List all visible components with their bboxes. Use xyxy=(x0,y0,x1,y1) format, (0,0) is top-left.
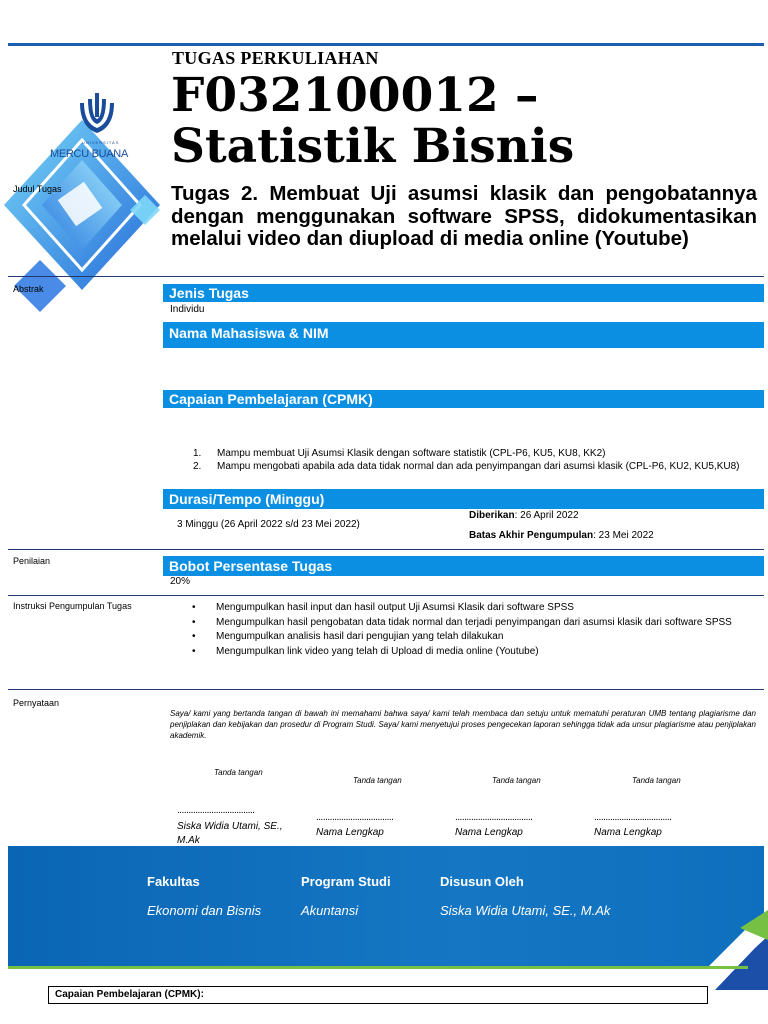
section-jenis-tugas: Jenis Tugas xyxy=(163,284,764,302)
list-item xyxy=(192,616,757,631)
diberikan-line xyxy=(469,510,579,521)
footer-band xyxy=(8,846,764,966)
task-title: Tugas 2. Membuat Uji asumsi klasik dan pengobatannya dengan menggunakan software SPSS, didokumentasikan melalui video dan diupload di media online (Youtube) xyxy=(171,182,757,250)
top-rule xyxy=(8,43,764,46)
signature-line: .................................. xyxy=(455,812,533,823)
batas-label: Batas Akhir Pengumpulan xyxy=(469,530,594,541)
list-item xyxy=(192,630,757,645)
footer-disusun-label: Disusun Oleh xyxy=(440,874,524,889)
list-text: Mampu mengobati apabila ada data tidak normal dan ada penyimpangan dari asumsi klasik (CPL-P6, KU2, KU5,KU8) xyxy=(217,461,740,472)
batas-line xyxy=(469,530,654,541)
bullet-icon: • xyxy=(192,645,196,657)
course-title: Statistik Bisnis xyxy=(171,119,575,174)
label-judul-tugas: Judul Tugas xyxy=(13,184,62,194)
instruction-list xyxy=(192,601,757,659)
label-instruksi: Instruksi Pengumpulan Tugas xyxy=(13,601,132,611)
list-item xyxy=(192,601,757,616)
signature-label: Tanda tangan xyxy=(214,768,263,777)
signature-name: Nama Lengkap xyxy=(594,827,662,838)
signature-label: Tanda tangan xyxy=(632,776,681,785)
divider xyxy=(8,276,764,277)
signature-label: Tanda tangan xyxy=(353,776,402,785)
footer-corner-graphic xyxy=(685,910,768,990)
list-text: Mengumpulkan link video yang telah di Upload di media online (Youtube) xyxy=(216,645,539,657)
list-text: Mampu membuat Uji Asumsi Klasik dengan software statistik (CPL-P6, KU5, KU8, KK2) xyxy=(217,448,606,459)
divider xyxy=(8,549,764,550)
signature-line: .................................. xyxy=(594,812,672,823)
section-nama-mahasiswa: Nama Mahasiswa & NIM xyxy=(163,322,764,348)
label-pernyataan: Pernyataan xyxy=(13,698,60,708)
footer-prodi-value: Akuntansi xyxy=(301,903,359,918)
divider xyxy=(8,689,764,690)
university-logo-icon xyxy=(76,93,118,139)
bottom-box-label: Capaian Pembelajaran (CPMK): xyxy=(55,989,204,1000)
course-type: TUGAS PERKULIAHAN xyxy=(172,48,379,68)
section-bobot: Bobot Persentase Tugas xyxy=(163,556,764,576)
footer-green-strip xyxy=(8,966,748,969)
jenis-tugas-value: Individu xyxy=(170,304,205,315)
signature-line: .................................. xyxy=(177,805,255,816)
divider xyxy=(8,595,764,596)
list-item xyxy=(193,460,757,473)
list-item xyxy=(193,447,757,460)
batas-value: : 23 Mei 2022 xyxy=(593,530,654,541)
list-text: Mengumpulkan hasil pengobatan data tidak normal dan terjadi penyimpangan dari asumsi klasik dari software SPSS xyxy=(216,616,732,628)
bullet-icon: • xyxy=(192,631,196,642)
footer-disusun-value: Siska Widia Utami, SE., M.Ak xyxy=(440,903,611,918)
signature-name: Nama Lengkap xyxy=(455,827,523,838)
bobot-value: 20% xyxy=(170,576,191,587)
bottom-box xyxy=(48,986,708,1004)
footer-fakultas-value: Ekonomi dan Bisnis xyxy=(147,903,262,918)
diberikan-label: Diberikan xyxy=(469,510,515,521)
bullet-icon: • xyxy=(192,602,196,613)
list-text: Mengumpulkan analisis hasil dari pengujian yang telah dilakukan xyxy=(216,631,504,642)
list-number: 2. xyxy=(193,461,202,472)
list-text: Mengumpulkan hasil input dan hasil output Uji Asumsi Klasik dari software SPSS xyxy=(216,602,574,613)
section-durasi: Durasi/Tempo (Minggu) xyxy=(163,489,764,509)
durasi-value: 3 Minggu (26 April 2022 s/d 23 Mei 2022) xyxy=(177,519,360,530)
footer-prodi-label: Program Studi xyxy=(301,874,391,889)
signature-line: .................................. xyxy=(316,812,394,823)
cpmk-list xyxy=(193,447,757,473)
university-name: MERCU BUANA xyxy=(50,148,128,160)
university-small-text: UNIVERSITAS xyxy=(82,140,120,145)
bullet-icon: • xyxy=(192,616,196,628)
list-item xyxy=(192,645,757,660)
signature-name: Siska Widia Utami, SE., M.Ak xyxy=(177,821,283,846)
statement-text: Saya/ kami yang bertanda tangan di bawah ini memahami bahwa saya/ kami telah membaca dan setuju untuk mematuhi peraturan UMB tentang plagiarisme dan penjiplakan dan kebijakan dan prosedur di Program Studi. Saya/ kami menyetujui proses pengecekan laporan sehingga tidak ada unsur plagiarisme atau penjiplakan akademik. xyxy=(170,709,756,740)
footer-fakultas-label: Fakultas xyxy=(147,874,200,889)
course-code: F032100012 – xyxy=(171,68,539,123)
signature-label: Tanda tangan xyxy=(492,776,541,785)
label-penilaian: Penilaian xyxy=(13,556,51,566)
section-cpmk: Capaian Pembelajaran (CPMK) xyxy=(163,390,764,408)
diberikan-value: : 26 April 2022 xyxy=(514,510,579,521)
label-abstrak: Abstrak xyxy=(13,284,44,294)
signature-name: Nama Lengkap xyxy=(316,827,384,838)
list-number: 1. xyxy=(193,448,202,459)
